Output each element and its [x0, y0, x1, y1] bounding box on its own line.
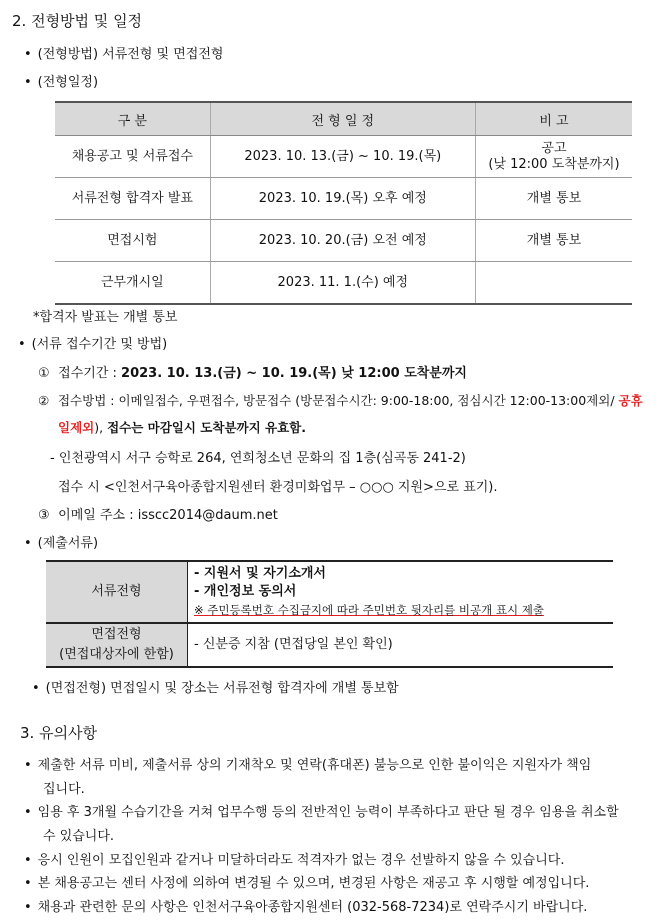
reception-method: ② 접수방법 : 이메일접수, 우편접수, 방문접수 (방문접수시간: 9:00-18:00, 점심시간 12:00-13:00제외/ 공휴 — [38, 393, 643, 408]
pass-notice: *합격자 발표는 개별 통보 — [33, 310, 178, 325]
row-date: 2023. 10. 13.(금) ~ 10. 19.(목) — [210, 136, 475, 178]
table-row — [46, 561, 613, 623]
header-note: 비 고 — [475, 102, 632, 136]
method-item: • (전형방법) 서류전형 및 면접전형 — [24, 43, 223, 62]
list-item: • 임용 후 3개월 수습기간을 거쳐 업무수행 등의 전반적인 능력이 부족하다고 판단 될 경우 임용을 취소할 — [24, 801, 619, 820]
doc-items: - 지원서 및 자기소개서 - 개인정보 동의서 ※ 주민등록번호 수집금지에 따라 주민번호 뒷자리를 비공개 표시 제출 — [188, 561, 614, 623]
table-row — [55, 220, 632, 262]
documents-table — [46, 560, 613, 668]
schedule-header-row — [55, 102, 632, 136]
list-item-cont: 집니다. — [43, 782, 85, 797]
row-category: 면접시험 — [55, 220, 210, 262]
row-note: 개별 통보 — [475, 220, 632, 262]
list-item: • 채용과 관련한 문의 사항은 인천서구육아종합지원센터 (032-568-7234)로 연락주시기 바랍니다. — [24, 896, 587, 915]
table-row — [55, 178, 632, 220]
reception-address: - 인천광역시 서구 승학로 264, 연희청소년 문화의 집 1층(심곡동 241-2) — [50, 451, 466, 466]
interview-notice: • (면접전형) 면접일시 및 장소는 서류전형 합격자에 개별 통보함 — [32, 677, 399, 696]
schedule-table — [55, 101, 632, 305]
schedule-item: • (전형일정) — [24, 71, 98, 90]
row-note — [475, 262, 632, 305]
row-category: 서류전형 합격자 발표 — [55, 178, 210, 220]
header-schedule: 전 형 일 정 — [210, 102, 475, 136]
list-item: • 제출한 서류 미비, 제출서류 상의 기재착오 및 연락(휴대폰) 불능으로 인한 불이익은 지원자가 책임 — [24, 754, 591, 773]
row-note: 공고 (낮 12:00 도착분까지) — [475, 136, 632, 178]
interview-item: - 신분증 지참 (면접당일 본인 확인) — [188, 623, 614, 667]
reception-envelope: 접수 시 <인천서구육아종합지원센터 환경미화업무 – ○○○ 지원>으로 표기). — [58, 480, 498, 495]
list-item: • 본 채용공고는 센터 사정에 의하여 변경될 수 있으며, 변경된 사항은 재공고 후 시행할 예정입니다. — [24, 872, 589, 891]
reception-email: ③ 이메일 주소 : isscc2014@daum.net — [38, 508, 278, 523]
reception-method-cont: 일제외), 접수는 마감일시 도착분까지 유효함. — [58, 420, 306, 435]
interview-label: 면접전형 (면접대상자에 한함) — [46, 623, 188, 667]
row-date: 2023. 11. 1.(수) 예정 — [210, 262, 475, 305]
doc-label: 서류전형 — [46, 561, 188, 623]
row-category: 채용공고 및 서류접수 — [55, 136, 210, 178]
list-item: • 응시 인원이 모집인원과 같거나 미달하더라도 적격자가 없는 경우 선발하지 않을 수 있습니다. — [24, 849, 564, 868]
section-2-title: 2. 전형방법 및 일정 — [12, 12, 143, 30]
list-item-cont: 수 있습니다. — [43, 829, 115, 844]
submission-title: • (제출서류) — [24, 532, 98, 551]
row-category: 근무개시일 — [55, 262, 210, 305]
table-row — [55, 262, 632, 305]
row-date: 2023. 10. 19.(목) 오후 예정 — [210, 178, 475, 220]
row-note: 개별 통보 — [475, 178, 632, 220]
reception-period: ① 접수기간 : 2023. 10. 13.(금) ~ 10. 19.(목) 낮 12:00 도착분까지 — [38, 366, 467, 381]
table-row — [46, 623, 613, 667]
section-3-title: 3. 유의사항 — [20, 724, 98, 742]
header-category: 구 분 — [55, 102, 210, 136]
table-row — [55, 136, 632, 178]
reception-title: • (서류 접수기간 및 방법) — [18, 333, 167, 352]
row-date: 2023. 10. 20.(금) 오전 예정 — [210, 220, 475, 262]
